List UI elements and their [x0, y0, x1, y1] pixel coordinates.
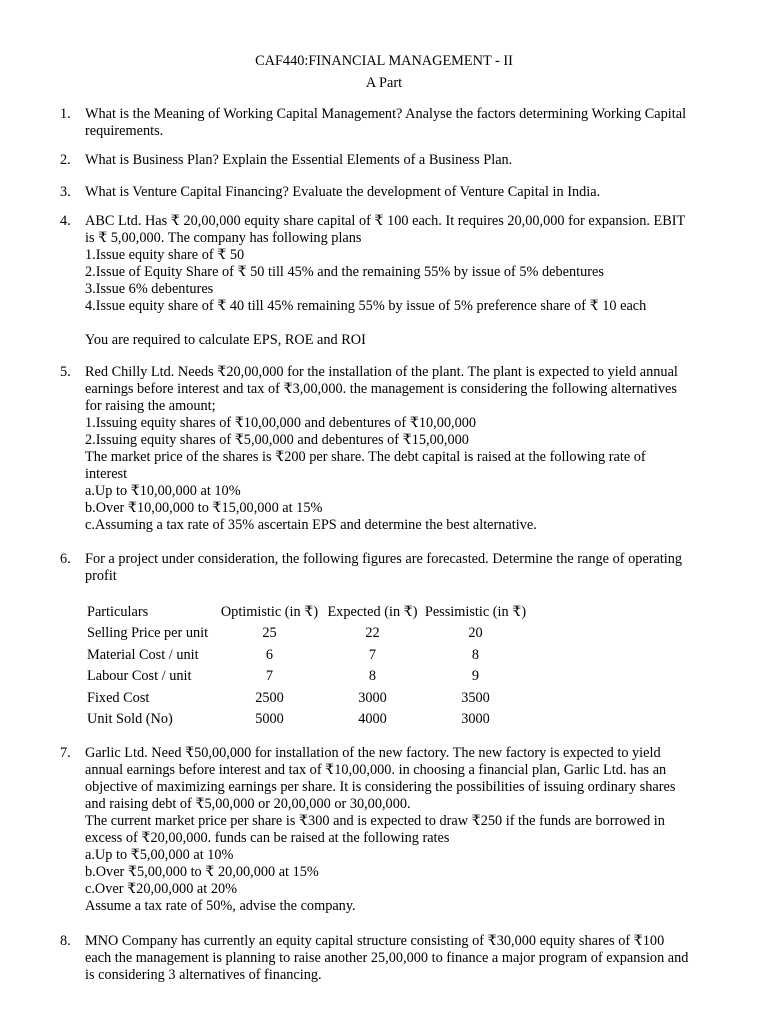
table-cell: Unit Sold (No) — [87, 711, 173, 728]
table-cell: 7 — [368, 646, 377, 663]
table-row — [87, 666, 527, 687]
question-number: 4. — [60, 213, 71, 229]
question-line: each the management is planning to raise another 25,00,000 to finance a major program of expansion and — [85, 950, 689, 966]
question-line: 1.Issuing equity shares of ₹10,00,000 and debentures of ₹10,00,000 — [85, 415, 477, 431]
question-7 — [60, 745, 725, 915]
table-row — [87, 645, 527, 666]
question-number: 5. — [60, 364, 71, 380]
table-cell: 20 — [468, 625, 483, 642]
question-line: earnings before interest and tax of ₹3,00,000. the management is considering the following alternatives — [85, 381, 677, 397]
table-cell: 8 — [368, 668, 377, 685]
question-line: profit — [85, 568, 117, 584]
question-number: 3. — [60, 184, 71, 200]
question-line: annual earnings before interest and tax of ₹10,00,000. in choosing a financial plan, Garlic Ltd. has an — [85, 762, 667, 778]
question-number: 7. — [60, 745, 71, 761]
question-number: 1. — [60, 106, 71, 122]
question-line: b.Over ₹10,00,000 to ₹15,00,000 at 15% — [85, 500, 323, 516]
question-line: 2.Issuing equity shares of ₹5,00,000 and debentures of ₹15,00,000 — [85, 432, 469, 448]
table-cell: 3000 — [461, 711, 490, 728]
question-line: The market price of the shares is ₹200 per share. The debt capital is raised at the following rate of — [85, 449, 646, 465]
part-title: A Part — [365, 75, 403, 91]
question-number: 2. — [60, 152, 71, 168]
question-line: Red Chilly Ltd. Needs ₹20,00,000 for the installation of the plant. The plant is expected to yield annual — [85, 364, 678, 380]
question-1 — [60, 106, 725, 140]
question-line: objective of maximizing earnings per share. It is considering the possibilities of issuing ordinary shares — [85, 779, 676, 795]
question-line: excess of ₹20,00,000. funds can be raised at the following rates — [85, 830, 450, 846]
question-line: For a project under consideration, the following figures are forecasted. Determine the range of operating — [85, 551, 683, 567]
question-line: a.Up to ₹5,00,000 at 10% — [85, 847, 234, 863]
table-cell: 6 — [265, 646, 274, 663]
question-line: What is Business Plan? Explain the Essential Elements of a Business Plan. — [85, 152, 513, 168]
table-cell: 7 — [265, 668, 274, 685]
table-cell: 2500 — [255, 689, 284, 706]
table-row — [87, 688, 527, 709]
question-line: b.Over ₹5,00,000 to ₹ 20,00,000 at 15% — [85, 864, 319, 880]
question-line: 3.Issue 6% debentures — [85, 281, 214, 297]
table-cell: 5000 — [255, 711, 284, 728]
question-line: c.Over ₹20,00,000 at 20% — [85, 881, 238, 897]
forecast-table — [87, 602, 527, 730]
question-line: 1.Issue equity share of ₹ 50 — [85, 247, 245, 263]
question-line: requirements. — [85, 123, 164, 139]
question-6 — [60, 551, 725, 585]
table-cell: 22 — [365, 625, 380, 642]
table-cell: 8 — [471, 646, 480, 663]
question-line: 2.Issue of Equity Share of ₹ 50 till 45% and the remaining 55% by issue of 5% debentures — [85, 264, 604, 280]
question-number: 8. — [60, 933, 71, 949]
table-header-cell: Pessimistic (in ₹) — [424, 604, 527, 620]
question-line: MNO Company has currently an equity capital structure consisting of ₹30,000 equity shares of ₹100 — [85, 933, 665, 949]
table-cell: Fixed Cost — [87, 689, 150, 706]
question-4 — [60, 213, 725, 349]
question-closing: You are required to calculate EPS, ROE and ROI — [85, 332, 366, 348]
table-cell: Selling Price per unit — [87, 625, 209, 642]
table-row — [87, 709, 527, 730]
question-2 — [60, 152, 725, 169]
question-line: What is Venture Capital Financing? Evaluate the development of Venture Capital in India. — [85, 184, 601, 200]
question-line: and raising debt of ₹5,00,000 or 20,00,000 or 30,00,000. — [85, 796, 411, 812]
question-line: a.Up to ₹10,00,000 at 10% — [85, 483, 241, 499]
table-header-row — [87, 602, 527, 623]
table-cell: Material Cost / unit — [87, 646, 199, 663]
table-cell: 3000 — [358, 689, 387, 706]
question-line: interest — [85, 466, 128, 482]
question-line: is considering 3 alternatives of financing. — [85, 967, 322, 983]
question-line: for raising the amount; — [85, 398, 216, 414]
course-title: CAF440:FINANCIAL MANAGEMENT - II — [255, 53, 513, 69]
question-number: 6. — [60, 551, 71, 567]
question-line: is ₹ 5,00,000. The company has following plans — [85, 230, 362, 246]
question-3 — [60, 184, 725, 201]
table-row — [87, 623, 527, 644]
table-header-cell: Expected (in ₹) — [327, 604, 418, 620]
question-line: Assume a tax rate of 50%, advise the company. — [85, 898, 356, 914]
question-line: c.Assuming a tax rate of 35% ascertain EPS and determine the best alternative. — [85, 517, 537, 533]
question-8 — [60, 933, 725, 984]
table-cell: Labour Cost / unit — [87, 668, 192, 685]
question-line: The current market price per share is ₹300 and is expected to draw ₹250 if the funds are borrowed in — [85, 813, 665, 829]
question-5 — [60, 364, 725, 534]
table-cell: 3500 — [461, 689, 490, 706]
table-cell: 25 — [262, 625, 277, 642]
table-header-cell: Optimistic (in ₹) — [220, 604, 319, 620]
table-cell: 9 — [471, 668, 480, 685]
table-cell: 4000 — [358, 711, 387, 728]
question-line: What is the Meaning of Working Capital Management? Analyse the factors determining Working Capital — [85, 106, 687, 122]
question-line: ABC Ltd. Has ₹ 20,00,000 equity share capital of ₹ 100 each. It requires 20,00,000 for expansion. EBIT — [85, 213, 686, 229]
table-header-cell: Particulars — [87, 604, 149, 620]
question-line: 4.Issue equity share of ₹ 40 till 45% remaining 55% by issue of 5% preference share of ₹ 10 each — [85, 298, 647, 314]
question-line: Garlic Ltd. Need ₹50,00,000 for installation of the new factory. The new factory is expected to yield — [85, 745, 661, 761]
